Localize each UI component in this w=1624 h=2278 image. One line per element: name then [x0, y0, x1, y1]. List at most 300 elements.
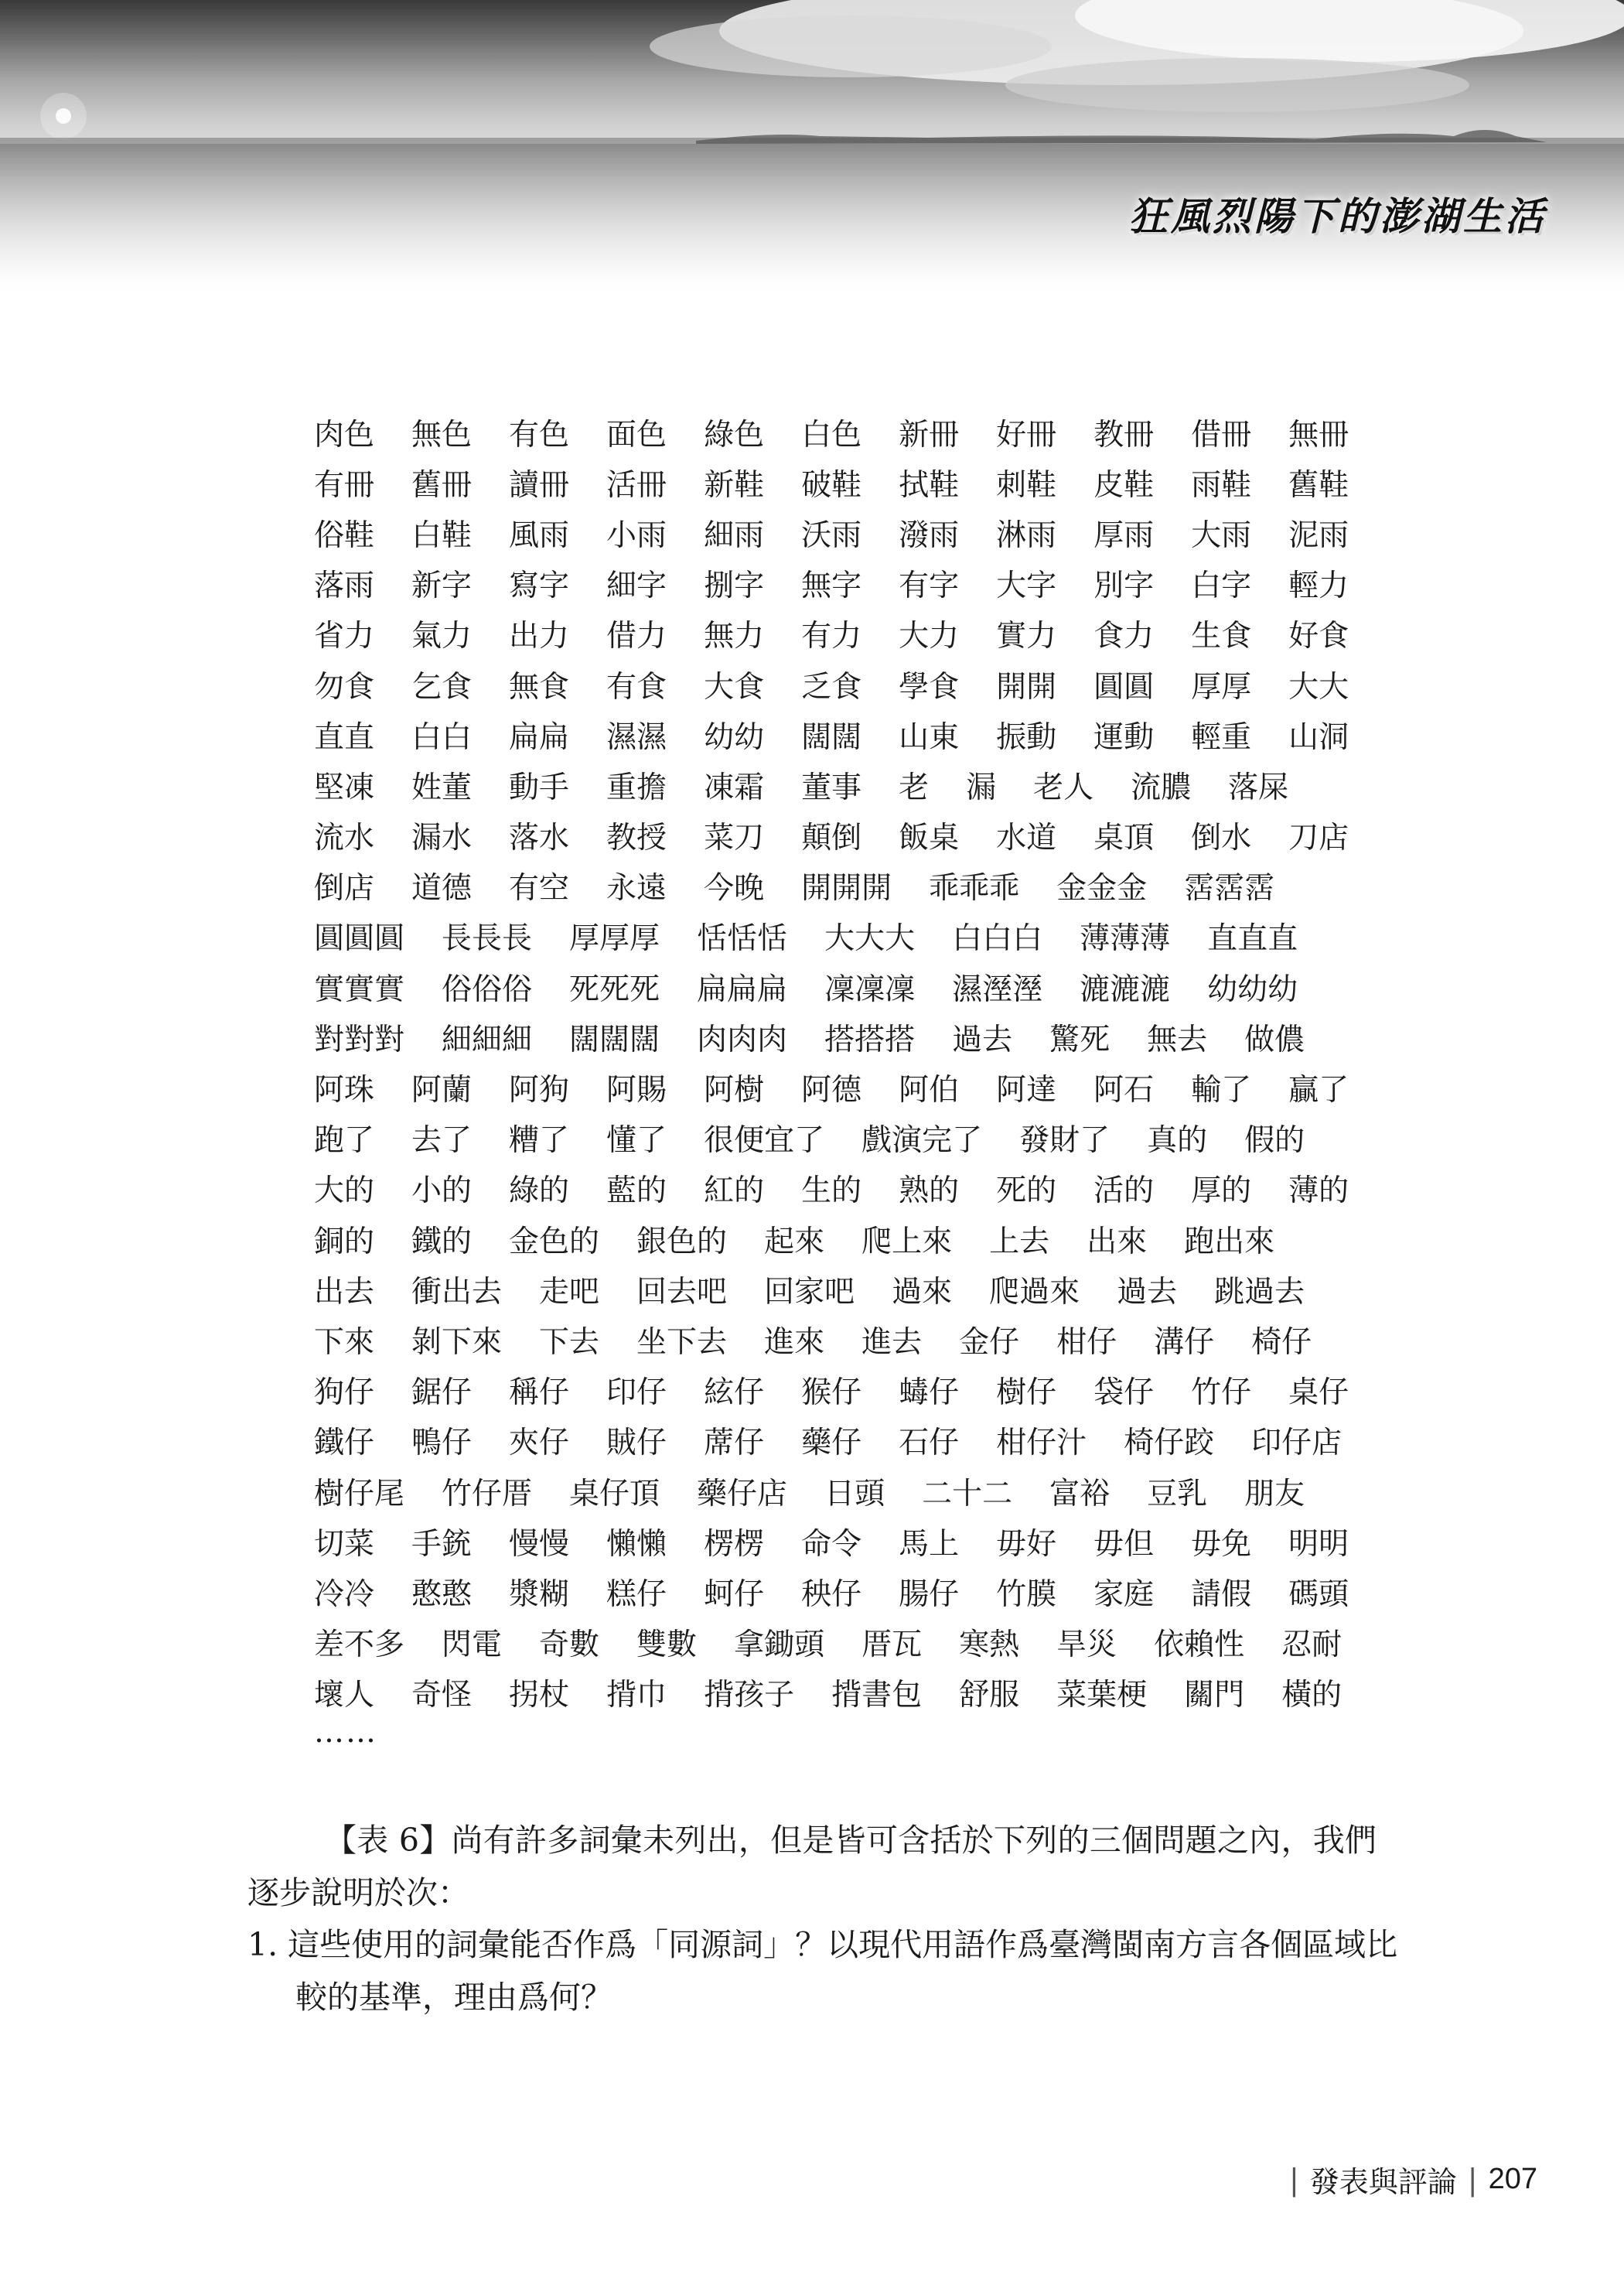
- vocabulary-word: 賊仔: [606, 1426, 667, 1461]
- vocabulary-word: 假的: [1244, 1123, 1305, 1159]
- vocabulary-row: [314, 1062, 1381, 1112]
- vocabulary-word: 竹仔: [1191, 1375, 1252, 1411]
- vocabulary-word: 無食: [509, 669, 570, 705]
- vocabulary-word: 舊冊: [411, 467, 473, 503]
- vocabulary-word: 細細細: [442, 1022, 533, 1057]
- vocabulary-word: 出去: [314, 1274, 375, 1310]
- vocabulary-row: [314, 1264, 1381, 1314]
- vocabulary-word: 驚死: [1049, 1022, 1111, 1057]
- vocabulary-word: 老人: [1033, 770, 1094, 805]
- vocabulary-word: 輕重: [1191, 719, 1252, 755]
- vocabulary-word: 白色: [801, 417, 862, 453]
- running-header-title: 狂風烈陽下的澎湖生活: [1129, 193, 1547, 239]
- vocabulary-word: 揹巾: [606, 1678, 667, 1713]
- seascape-photo: [0, 0, 1624, 309]
- vocabulary-word: 朋友: [1244, 1476, 1305, 1511]
- vocabulary-word: 教冊: [1093, 417, 1155, 453]
- vocabulary-word: 今晚: [704, 871, 765, 907]
- vocabulary-word: 馬上: [899, 1526, 960, 1562]
- vocabulary-word: 好冊: [996, 417, 1057, 453]
- vocabulary-word: 死的: [996, 1173, 1057, 1209]
- vocabulary-word: 霑霑霑: [1184, 871, 1275, 907]
- vocabulary-ellipsis: ……: [314, 1715, 377, 1750]
- vocabulary-word: 做儂: [1244, 1022, 1305, 1057]
- vocabulary-word: 落雨: [314, 569, 375, 604]
- vocabulary-word: 竹膜: [996, 1576, 1057, 1612]
- vocabulary-word: 桌頂: [1093, 821, 1155, 856]
- vocabulary-word: 奇怪: [411, 1678, 473, 1713]
- vocabulary-row: [314, 1365, 1381, 1416]
- vocabulary-word: 輸了: [1191, 1073, 1252, 1108]
- vocabulary-word: 破鞋: [801, 467, 862, 503]
- vocabulary-word: 憨憨: [411, 1576, 473, 1612]
- vocabulary-word: 旱災: [1056, 1627, 1117, 1663]
- vocabulary-word: 幼幼: [704, 719, 765, 755]
- vocabulary-word: 無去: [1147, 1022, 1208, 1057]
- vocabulary-word: 新鞋: [704, 467, 765, 503]
- vocabulary-word: 跑出來: [1184, 1224, 1275, 1259]
- vocabulary-word: 白白白: [952, 921, 1043, 957]
- vocabulary-word: 糟了: [509, 1123, 570, 1159]
- vocabulary-word: 菜刀: [704, 821, 765, 856]
- vocabulary-word: 明明: [1288, 1526, 1349, 1562]
- vocabulary-row: [314, 1113, 1381, 1163]
- vocabulary-word: 家庭: [1093, 1576, 1155, 1612]
- vocabulary-word: 金金金: [1056, 871, 1148, 907]
- vocabulary-word: 大大: [1288, 669, 1349, 705]
- vocabulary-word: 大力: [899, 619, 960, 654]
- vocabulary-word: 白白: [411, 719, 473, 755]
- vocabulary-word: 過來: [892, 1274, 953, 1310]
- vocabulary-word: 淋雨: [996, 517, 1057, 553]
- vocabulary-row: [314, 709, 1381, 760]
- vocabulary-row: [314, 1617, 1381, 1668]
- vocabulary-word: 厚的: [1191, 1173, 1252, 1209]
- vocabulary-word: 橫的: [1281, 1678, 1343, 1713]
- vocabulary-row: [314, 1214, 1381, 1264]
- vocabulary-word: 大雨: [1191, 517, 1252, 553]
- vocabulary-word: 教授: [606, 821, 667, 856]
- vocabulary-word: 下來: [314, 1324, 375, 1360]
- vocabulary-word: 回家吧: [764, 1274, 855, 1310]
- vocabulary-word: 出力: [509, 619, 570, 654]
- vocabulary-word: 乞食: [411, 669, 473, 705]
- vocabulary-word: 肉色: [314, 417, 375, 453]
- page-number: 207: [1488, 2163, 1537, 2195]
- vocabulary-word: 借冊: [1191, 417, 1252, 453]
- vocabulary-word: 振動: [996, 719, 1057, 755]
- vocabulary-word: 落水: [509, 821, 570, 856]
- vocabulary-word: 厚厚厚: [569, 921, 660, 957]
- vocabulary-word: 雨鞋: [1191, 467, 1252, 503]
- vocabulary-word: 流水: [314, 821, 375, 856]
- vocabulary-word: 食力: [1093, 619, 1155, 654]
- vocabulary-row: [314, 1668, 1381, 1718]
- vocabulary-word: 戲演完了: [861, 1123, 983, 1159]
- vocabulary-word: 厚厚: [1191, 669, 1252, 705]
- vocabulary-word: 懂了: [606, 1123, 667, 1159]
- vocabulary-row: [314, 861, 1381, 911]
- vocabulary-word: 乏食: [801, 669, 862, 705]
- vocabulary-word: 蚵仔: [704, 1576, 765, 1612]
- vocabulary-word: 鴨仔: [411, 1426, 473, 1461]
- vocabulary-row: [314, 911, 1381, 961]
- vocabulary-word: 狗仔: [314, 1375, 375, 1411]
- vocabulary-word: 大字: [996, 569, 1057, 604]
- vocabulary-word: 糕仔: [606, 1576, 667, 1612]
- vocabulary-word: 刀店: [1288, 821, 1349, 856]
- vocabulary-word: 金色的: [509, 1224, 600, 1259]
- vocabulary-word: 稱仔: [509, 1375, 570, 1411]
- vocabulary-word: 拿鋤頭: [734, 1627, 825, 1663]
- vocabulary-word: 請假: [1191, 1576, 1252, 1612]
- vocabulary-word: 命令: [801, 1526, 862, 1562]
- vocabulary-word: 鋸仔: [411, 1375, 473, 1411]
- vocabulary-word: 阿達: [996, 1073, 1057, 1108]
- vocabulary-word: 毋好: [996, 1526, 1057, 1562]
- vocabulary-row: [314, 507, 1381, 558]
- vocabulary-word: 濕濕: [606, 719, 667, 755]
- vocabulary-word: 別字: [1093, 569, 1155, 604]
- vocabulary-word: 小的: [411, 1173, 473, 1209]
- vocabulary-word: 俗俗俗: [442, 972, 533, 1007]
- vocabulary-word: 圓圓圓: [314, 921, 405, 957]
- vocabulary-word: 對對對: [314, 1022, 405, 1057]
- vocabulary-word: 拐杖: [509, 1678, 570, 1713]
- vocabulary-word: 姓董: [411, 770, 473, 805]
- vocabulary-word: 開開: [996, 669, 1057, 705]
- vocabulary-row: [314, 811, 1381, 861]
- vocabulary-word: 真的: [1147, 1123, 1208, 1159]
- vocabulary-word: 楞楞: [704, 1526, 765, 1562]
- vocabulary-word: 實力: [996, 619, 1057, 654]
- vocabulary-word: 樹仔尾: [314, 1476, 405, 1511]
- vocabulary-word: 閃電: [442, 1627, 503, 1663]
- vocabulary-word: 藍的: [606, 1173, 667, 1209]
- vocabulary-word: 熟的: [899, 1173, 960, 1209]
- vocabulary-word: 毋免: [1191, 1526, 1252, 1562]
- vocabulary-word: 有色: [509, 417, 570, 453]
- vocabulary-row: [314, 659, 1381, 709]
- vocabulary-word: 風雨: [509, 517, 570, 553]
- vocabulary-word: 山洞: [1288, 719, 1349, 755]
- vocabulary-word: 阿珠: [314, 1073, 375, 1108]
- vocabulary-word: 薄的: [1288, 1173, 1349, 1209]
- vocabulary-word: 衝出去: [411, 1274, 503, 1310]
- vocabulary-word: 秧仔: [801, 1576, 862, 1612]
- vocabulary-row: [314, 407, 1381, 457]
- vocabulary-word: 關門: [1184, 1678, 1245, 1713]
- vocabulary-word: 慢慢: [509, 1526, 570, 1562]
- vocabulary-word: 壞人: [314, 1678, 375, 1713]
- vocabulary-word: 山東: [899, 719, 960, 755]
- vocabulary-word: 細字: [606, 569, 667, 604]
- table-6-paragraph: 【表 6】尚有許多詞彙未列出，但是皆可含括於下列的三個問題之內，我們逐步說明於次：: [247, 1822, 1377, 1911]
- vocabulary-word: 讀冊: [509, 467, 570, 503]
- vocabulary-word: 很便宜了: [704, 1123, 825, 1159]
- vocabulary-word: 跳過去: [1214, 1274, 1305, 1310]
- vocabulary-word: 死死死: [569, 972, 660, 1007]
- vocabulary-word: 無力: [704, 619, 765, 654]
- vocabulary-word: 富裕: [1049, 1476, 1111, 1511]
- vocabulary-word: 借力: [606, 619, 667, 654]
- vocabulary-word: 生食: [1191, 619, 1252, 654]
- vocabulary-word: 闊闊: [801, 719, 862, 755]
- vocabulary-word: 雙數: [636, 1627, 698, 1663]
- vocabulary-word: 落屎: [1228, 770, 1289, 805]
- page-footer: [1289, 2158, 1537, 2201]
- vocabulary-word: 水道: [996, 821, 1057, 856]
- vocabulary-word: 道德: [411, 871, 473, 907]
- vocabulary-word: 阿狗: [509, 1073, 570, 1108]
- vocabulary-word: 氣力: [411, 619, 473, 654]
- vocabulary-word: 椅仔跤: [1124, 1426, 1215, 1461]
- vocabulary-word: 扁扁扁: [697, 972, 788, 1007]
- vocabulary-word: 直直直: [1207, 921, 1298, 957]
- vocabulary-word: 贏了: [1288, 1073, 1349, 1108]
- vocabulary-word: 去了: [411, 1123, 473, 1159]
- footer-divider-right: |: [1467, 2162, 1478, 2197]
- vocabulary-word: 阿伯: [899, 1073, 960, 1108]
- vocabulary-word: 出來: [1087, 1224, 1148, 1259]
- vocabulary-word: 手銃: [411, 1526, 473, 1562]
- vocabulary-word: 省力: [314, 619, 375, 654]
- vocabulary-word: 猴仔: [801, 1375, 862, 1411]
- vocabulary-word: 活冊: [606, 467, 667, 503]
- vocabulary-word: 有食: [606, 669, 667, 705]
- vocabulary-word: 學食: [899, 669, 960, 705]
- vocabulary-word: 豆乳: [1147, 1476, 1208, 1511]
- vocabulary-word: 忍耐: [1281, 1627, 1343, 1663]
- vocabulary-word: 無冊: [1288, 417, 1349, 453]
- vocabulary-word: 長長長: [442, 921, 533, 957]
- vocabulary-word: 沃雨: [801, 517, 862, 553]
- vocabulary-word: 銀色的: [636, 1224, 728, 1259]
- vocabulary-word: 椅仔: [1251, 1324, 1312, 1360]
- vocabulary-word: 桌仔: [1288, 1375, 1349, 1411]
- vocabulary-word: 大大大: [824, 921, 916, 957]
- question-1: 1. 這些使用的詞彙能否作爲「同源詞」？以現代用語作爲臺灣閩南方言各個區域比較的基準，理由爲何？: [247, 1926, 1398, 2016]
- vocabulary-word: 阿樹: [704, 1073, 765, 1108]
- vocabulary-word: 懶懶: [606, 1526, 667, 1562]
- vocabulary-word: 舊鞋: [1288, 467, 1349, 503]
- vocabulary-word: 桌仔頂: [569, 1476, 660, 1511]
- vocabulary-word: 竹仔厝: [442, 1476, 533, 1511]
- vocabulary-word: 細雨: [704, 517, 765, 553]
- vocabulary-word: 溝仔: [1154, 1324, 1215, 1360]
- vocabulary-row: [314, 1012, 1381, 1062]
- vocabulary-word: 大的: [314, 1173, 375, 1209]
- vocabulary-word: 銅的: [314, 1224, 375, 1259]
- vocabulary-word: 寒熱: [959, 1627, 1020, 1663]
- vocabulary-word: 坐下去: [636, 1324, 728, 1360]
- vocabulary-word: 倒水: [1191, 821, 1252, 856]
- vocabulary-word: 有字: [899, 569, 960, 604]
- vocabulary-word: 新字: [411, 569, 473, 604]
- vocabulary-row: [314, 1466, 1381, 1516]
- vocabulary-word: 漉漉漉: [1080, 972, 1171, 1007]
- vocabulary-word: 阿石: [1093, 1073, 1155, 1108]
- vocabulary-word: 蝳仔: [899, 1375, 960, 1411]
- vocabulary-word: 有冊: [314, 467, 375, 503]
- vocabulary-word: 進去: [861, 1324, 923, 1360]
- vocabulary-word: 捌字: [704, 569, 765, 604]
- vocabulary-word: 恬恬恬: [697, 921, 788, 957]
- vocabulary-word: 俗鞋: [314, 517, 375, 553]
- vocabulary-word: 切菜: [314, 1526, 375, 1562]
- vocabulary-word: 厝瓦: [861, 1627, 923, 1663]
- vocabulary-word: 活的: [1093, 1173, 1155, 1209]
- vocabulary-word: 流膿: [1131, 770, 1192, 805]
- vocabulary-word: 重擔: [606, 770, 667, 805]
- vocabulary-word: 乖乖乖: [929, 871, 1020, 907]
- vocabulary-word: 生的: [801, 1173, 862, 1209]
- vocabulary-word: 腸仔: [899, 1576, 960, 1612]
- vocabulary-word: 實實實: [314, 972, 405, 1007]
- vocabulary-word: 過去: [1117, 1274, 1178, 1310]
- vocabulary-word: 凍霜: [704, 770, 765, 805]
- vocabulary-word: 漏: [966, 770, 997, 805]
- vocabulary-word: 直直: [314, 719, 375, 755]
- vocabulary-word: 柑仔: [1056, 1324, 1117, 1360]
- vocabulary-word: 董事: [801, 770, 862, 805]
- vocabulary-word: 毋但: [1093, 1526, 1155, 1562]
- vocabulary-word: 堅凍: [314, 770, 375, 805]
- vocabulary-word: 冷冷: [314, 1576, 375, 1612]
- vocabulary-word: 揹孩子: [704, 1678, 795, 1713]
- vocabulary-row: [314, 609, 1381, 659]
- vocabulary-row: [314, 760, 1381, 810]
- vocabulary-word: 漏水: [411, 821, 473, 856]
- vocabulary-word: 過去: [952, 1022, 1013, 1057]
- vocabulary-word: 印仔: [606, 1375, 667, 1411]
- vocabulary-word: 上去: [989, 1224, 1050, 1259]
- vocabulary-word: 菜葉梗: [1056, 1678, 1148, 1713]
- vocabulary-word: 樹仔: [996, 1375, 1057, 1411]
- footer-section-title: 發表與評論: [1309, 2165, 1457, 2199]
- footer-divider-left: |: [1288, 2162, 1299, 2197]
- vocabulary-word: 夾仔: [509, 1426, 570, 1461]
- vocabulary-row: [314, 1314, 1381, 1364]
- vocabulary-word: 開開開: [801, 871, 892, 907]
- vocabulary-word: 濕溼溼: [952, 972, 1043, 1007]
- vocabulary-word: 綠色: [704, 417, 765, 453]
- vocabulary-word: 扁扁: [509, 719, 570, 755]
- vocabulary-word: 二十二: [922, 1476, 1013, 1511]
- vocabulary-word: 潑雨: [899, 517, 960, 553]
- vocabulary-word: 新冊: [899, 417, 960, 453]
- vocabulary-word: 下去: [539, 1324, 600, 1360]
- vocabulary-row: [314, 1566, 1381, 1617]
- vocabulary-word: 絃仔: [704, 1375, 765, 1411]
- vocabulary-word: 面色: [606, 417, 667, 453]
- vocabulary-word: 好食: [1288, 619, 1349, 654]
- vocabulary-word: 揹書包: [831, 1678, 923, 1713]
- vocabulary-word: 藥仔: [801, 1426, 862, 1461]
- vocabulary-row: [314, 457, 1381, 507]
- vocabulary-word: 刺鞋: [996, 467, 1057, 503]
- vocabulary-word: 寫字: [509, 569, 570, 604]
- vocabulary-word: 金仔: [959, 1324, 1020, 1360]
- vocabulary-word: 永遠: [606, 871, 667, 907]
- vocabulary-row: [314, 961, 1381, 1012]
- vocabulary-word: 圓圓: [1093, 669, 1155, 705]
- vocabulary-word: 倒店: [314, 871, 375, 907]
- vocabulary-word: 顛倒: [801, 821, 862, 856]
- vocabulary-word: 薄薄薄: [1080, 921, 1171, 957]
- vocabulary-word: 搭搭搭: [824, 1022, 916, 1057]
- vocabulary-word: 飯桌: [899, 821, 960, 856]
- vocabulary-word: 有力: [801, 619, 862, 654]
- vocabulary-word: 起來: [764, 1224, 825, 1259]
- vocabulary-word: 爬過來: [989, 1274, 1080, 1310]
- vocabulary-word: 舒服: [959, 1678, 1020, 1713]
- vocabulary-word: 阿德: [801, 1073, 862, 1108]
- vocabulary-list: [314, 407, 1381, 1718]
- vocabulary-word: 日頭: [824, 1476, 885, 1511]
- vocabulary-word: 動手: [509, 770, 570, 805]
- vocabulary-row: [314, 558, 1381, 609]
- vocabulary-word: 闊闊闊: [569, 1022, 660, 1057]
- vocabulary-word: 走吧: [539, 1274, 600, 1310]
- vocabulary-row: [314, 1416, 1381, 1466]
- vocabulary-word: 柑仔汁: [996, 1426, 1087, 1461]
- vocabulary-word: 無色: [411, 417, 473, 453]
- header-banner: [0, 0, 1624, 309]
- vocabulary-word: 回去吧: [636, 1274, 728, 1310]
- vocabulary-word: 皮鞋: [1093, 467, 1155, 503]
- vocabulary-word: 石仔: [899, 1426, 960, 1461]
- vocabulary-row: [314, 1516, 1381, 1566]
- vocabulary-word: 拭鞋: [899, 467, 960, 503]
- vocabulary-word: 勿食: [314, 669, 375, 705]
- vocabulary-word: 印仔店: [1251, 1426, 1343, 1461]
- vocabulary-word: 依賴性: [1154, 1627, 1245, 1663]
- vocabulary-word: 輕力: [1288, 569, 1349, 604]
- vocabulary-word: 運動: [1093, 719, 1155, 755]
- vocabulary-word: 小雨: [606, 517, 667, 553]
- vocabulary-word: 蓆仔: [704, 1426, 765, 1461]
- vocabulary-word: 大食: [704, 669, 765, 705]
- vocabulary-row: [314, 1163, 1381, 1214]
- vocabulary-word: 藥仔店: [697, 1476, 788, 1511]
- vocabulary-word: 爬上來: [861, 1224, 953, 1259]
- vocabulary-word: 跑了: [314, 1123, 375, 1159]
- vocabulary-word: 綠的: [509, 1173, 570, 1209]
- vocabulary-word: 阿蘭: [411, 1073, 473, 1108]
- vocabulary-word: 鐵的: [411, 1224, 473, 1259]
- vocabulary-word: 白字: [1191, 569, 1252, 604]
- vocabulary-word: 紅的: [704, 1173, 765, 1209]
- vocabulary-word: 老: [899, 770, 930, 805]
- vocabulary-word: 泥雨: [1288, 517, 1349, 553]
- vocabulary-word: 無字: [801, 569, 862, 604]
- vocabulary-word: 厚雨: [1093, 517, 1155, 553]
- vocabulary-word: 肉肉肉: [697, 1022, 788, 1057]
- vocabulary-word: 奇數: [539, 1627, 600, 1663]
- vocabulary-word: 白鞋: [411, 517, 473, 553]
- vocabulary-word: 發財了: [1019, 1123, 1111, 1159]
- vocabulary-word: 幼幼幼: [1207, 972, 1298, 1007]
- vocabulary-word: 有空: [509, 871, 570, 907]
- vocabulary-word: 進來: [764, 1324, 825, 1360]
- vocabulary-word: 碼頭: [1288, 1576, 1349, 1612]
- vocabulary-word: 剝下來: [411, 1324, 503, 1360]
- vocabulary-word: 鐵仔: [314, 1426, 375, 1461]
- vocabulary-word: 漿糊: [509, 1576, 570, 1612]
- vocabulary-word: 阿賜: [606, 1073, 667, 1108]
- vocabulary-word: 袋仔: [1093, 1375, 1155, 1411]
